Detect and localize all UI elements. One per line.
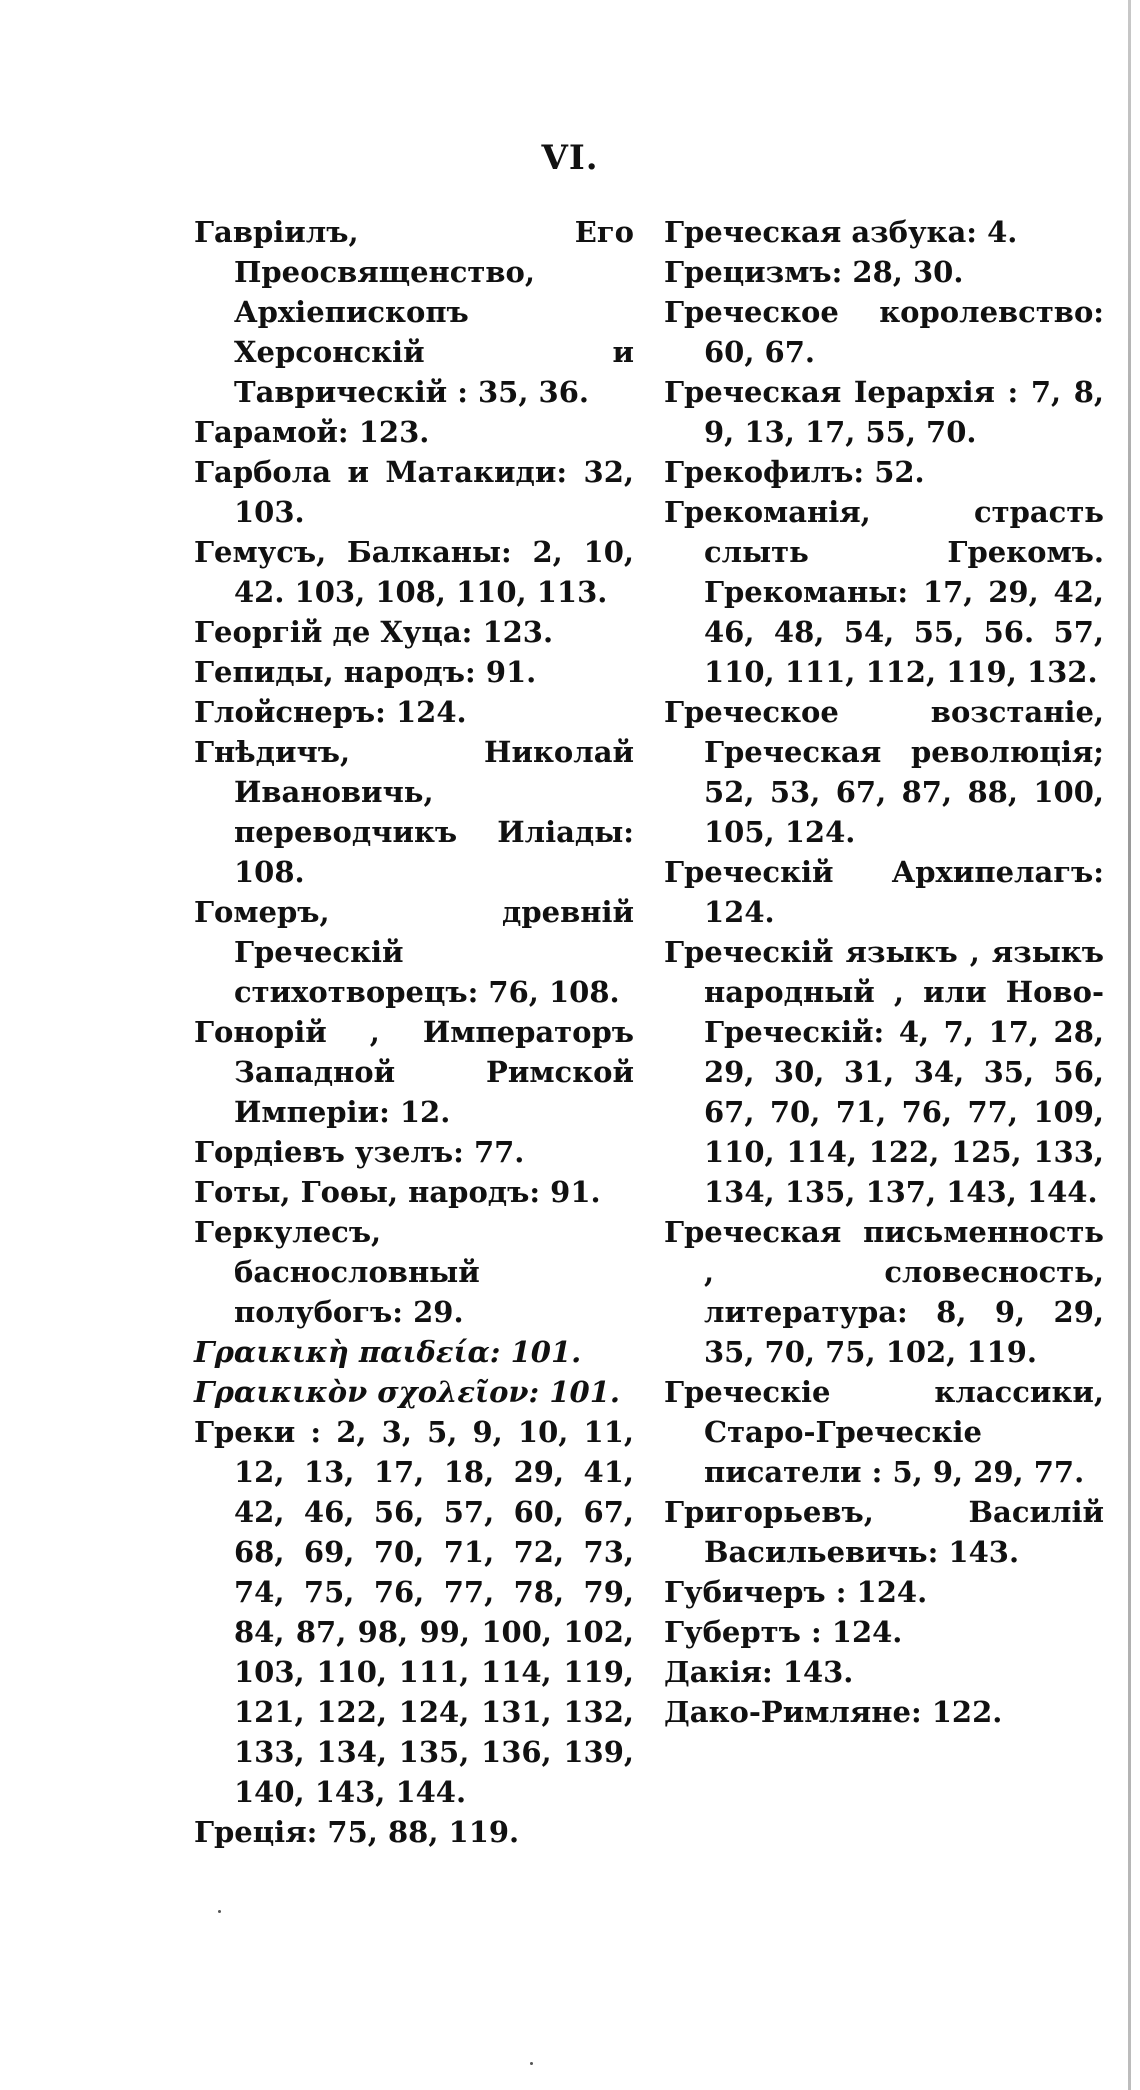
index-entry: Греческіе классики, Старо-Греческіе писатели : 5, 9, 29, 77. [664,1375,1104,1489]
index-entry: Грекофилъ: 52. [664,455,925,489]
index-entry: Гордіевъ узелъ: 77. [194,1135,525,1169]
page-number: VI. [541,138,599,178]
index-entry-greek: Γραικικὸν σχολεῖον: 101. [194,1375,620,1409]
index-entry: Грекоманія, страсть слыть Грекомъ. Грекоманы: 17, 29, 42, 46, 48, 54, 55, 56. 57, 110, 111, 112, 119, 132. [664,495,1104,689]
index-entry: Губичеръ : 124. [664,1575,928,1609]
index-entry: Дакія: 143. [664,1655,854,1689]
index-entry: Гавріилъ, Его Преосвященство, Архіепископъ Херсонскій и Таврическій : 35, 36. [194,215,634,409]
index-entry: Дако-Римляне: 122. [664,1695,1003,1729]
index-entry: Геркулесъ, баснословный полубогъ: 29. [194,1215,480,1329]
index-column-left [194,212,634,1852]
index-entry: Гнѣдичъ, Николай Ивановичь, переводчикъ Иліады: 108. [194,735,634,889]
index-entry: Гомеръ, древній Греческій стихотворецъ: 76, 108. [194,895,634,1009]
index-entry: Греческое королевство: 60, 67. [664,295,1104,369]
paper-speck [218,1910,221,1913]
index-entry: Григорьевъ, Василій Васильевичь: 143. [664,1495,1104,1569]
index-entry: Гарбола и Матакиди: 32, 103. [194,455,634,529]
index-entry: Губертъ : 124. [664,1615,903,1649]
index-entry: Греція: 75, 88, 119. [194,1815,520,1849]
index-entry: Греческая письменность , словесность, литература: 8, 9, 29, 35, 70, 75, 102, 119. [664,1215,1104,1369]
index-entry: Греческій языкъ , языкъ народный , или Ново-Греческій: 4, 7, 17, 28, 29, 30, 31, 34, 35, 56, 67, 70, 71, 76, 77, 109, 110, 114, 122, 125, 133, 134, 135, 137, 143, 144. [664,935,1104,1209]
index-entry: Греческій Архипелагъ: 124. [664,855,1104,929]
index-column-right [664,212,1104,1732]
index-entry: Греческая Іерархія : 7, 8, 9, 13, 17, 55, 70. [664,375,1104,449]
index-entry: Готы, Гоѳы, народъ: 91. [194,1175,601,1209]
index-entry: Гарамой: 123. [194,415,430,449]
index-entry: Греки : 2, 3, 5, 9, 10, 11, 12, 13, 17, 18, 29, 41, 42, 46, 56, 57, 60, 67, 68, 69, 70, 71, 72, 73, 74, 75, 76, 77, 78, 79, 84, 87, 98, 99, 100, 102, 103, 110, 111, 114, 119, 121, 122, 124, 131, 132, 133, 134, 135, 136, 139, 140, 143, 144. [194,1415,634,1809]
index-entry: Гепиды, народъ: 91. [194,655,537,689]
paper-speck [530,2062,533,2065]
index-entry: Грецизмъ: 28, 30. [664,255,964,289]
index-entry: Глойснеръ: 124. [194,695,467,729]
index-entry: Георгій де Хуца: 123. [194,615,554,649]
index-entry: Гемусъ, Балканы: 2, 10, 42. 103, 108, 110, 113. [194,535,634,609]
page-gutter-line [1128,0,1131,2090]
index-entry: Греческое возстаніе, Греческая революція; 52, 53, 67, 87, 88, 100, 105, 124. [664,695,1104,849]
index-entry-greek: Γραικικὴ παιδεία: 101. [194,1335,582,1369]
index-entry: Гонорій , Императоръ Западной Римской Имперіи: 12. [194,1015,634,1129]
index-entry: Греческая азбука: 4. [664,215,1018,249]
